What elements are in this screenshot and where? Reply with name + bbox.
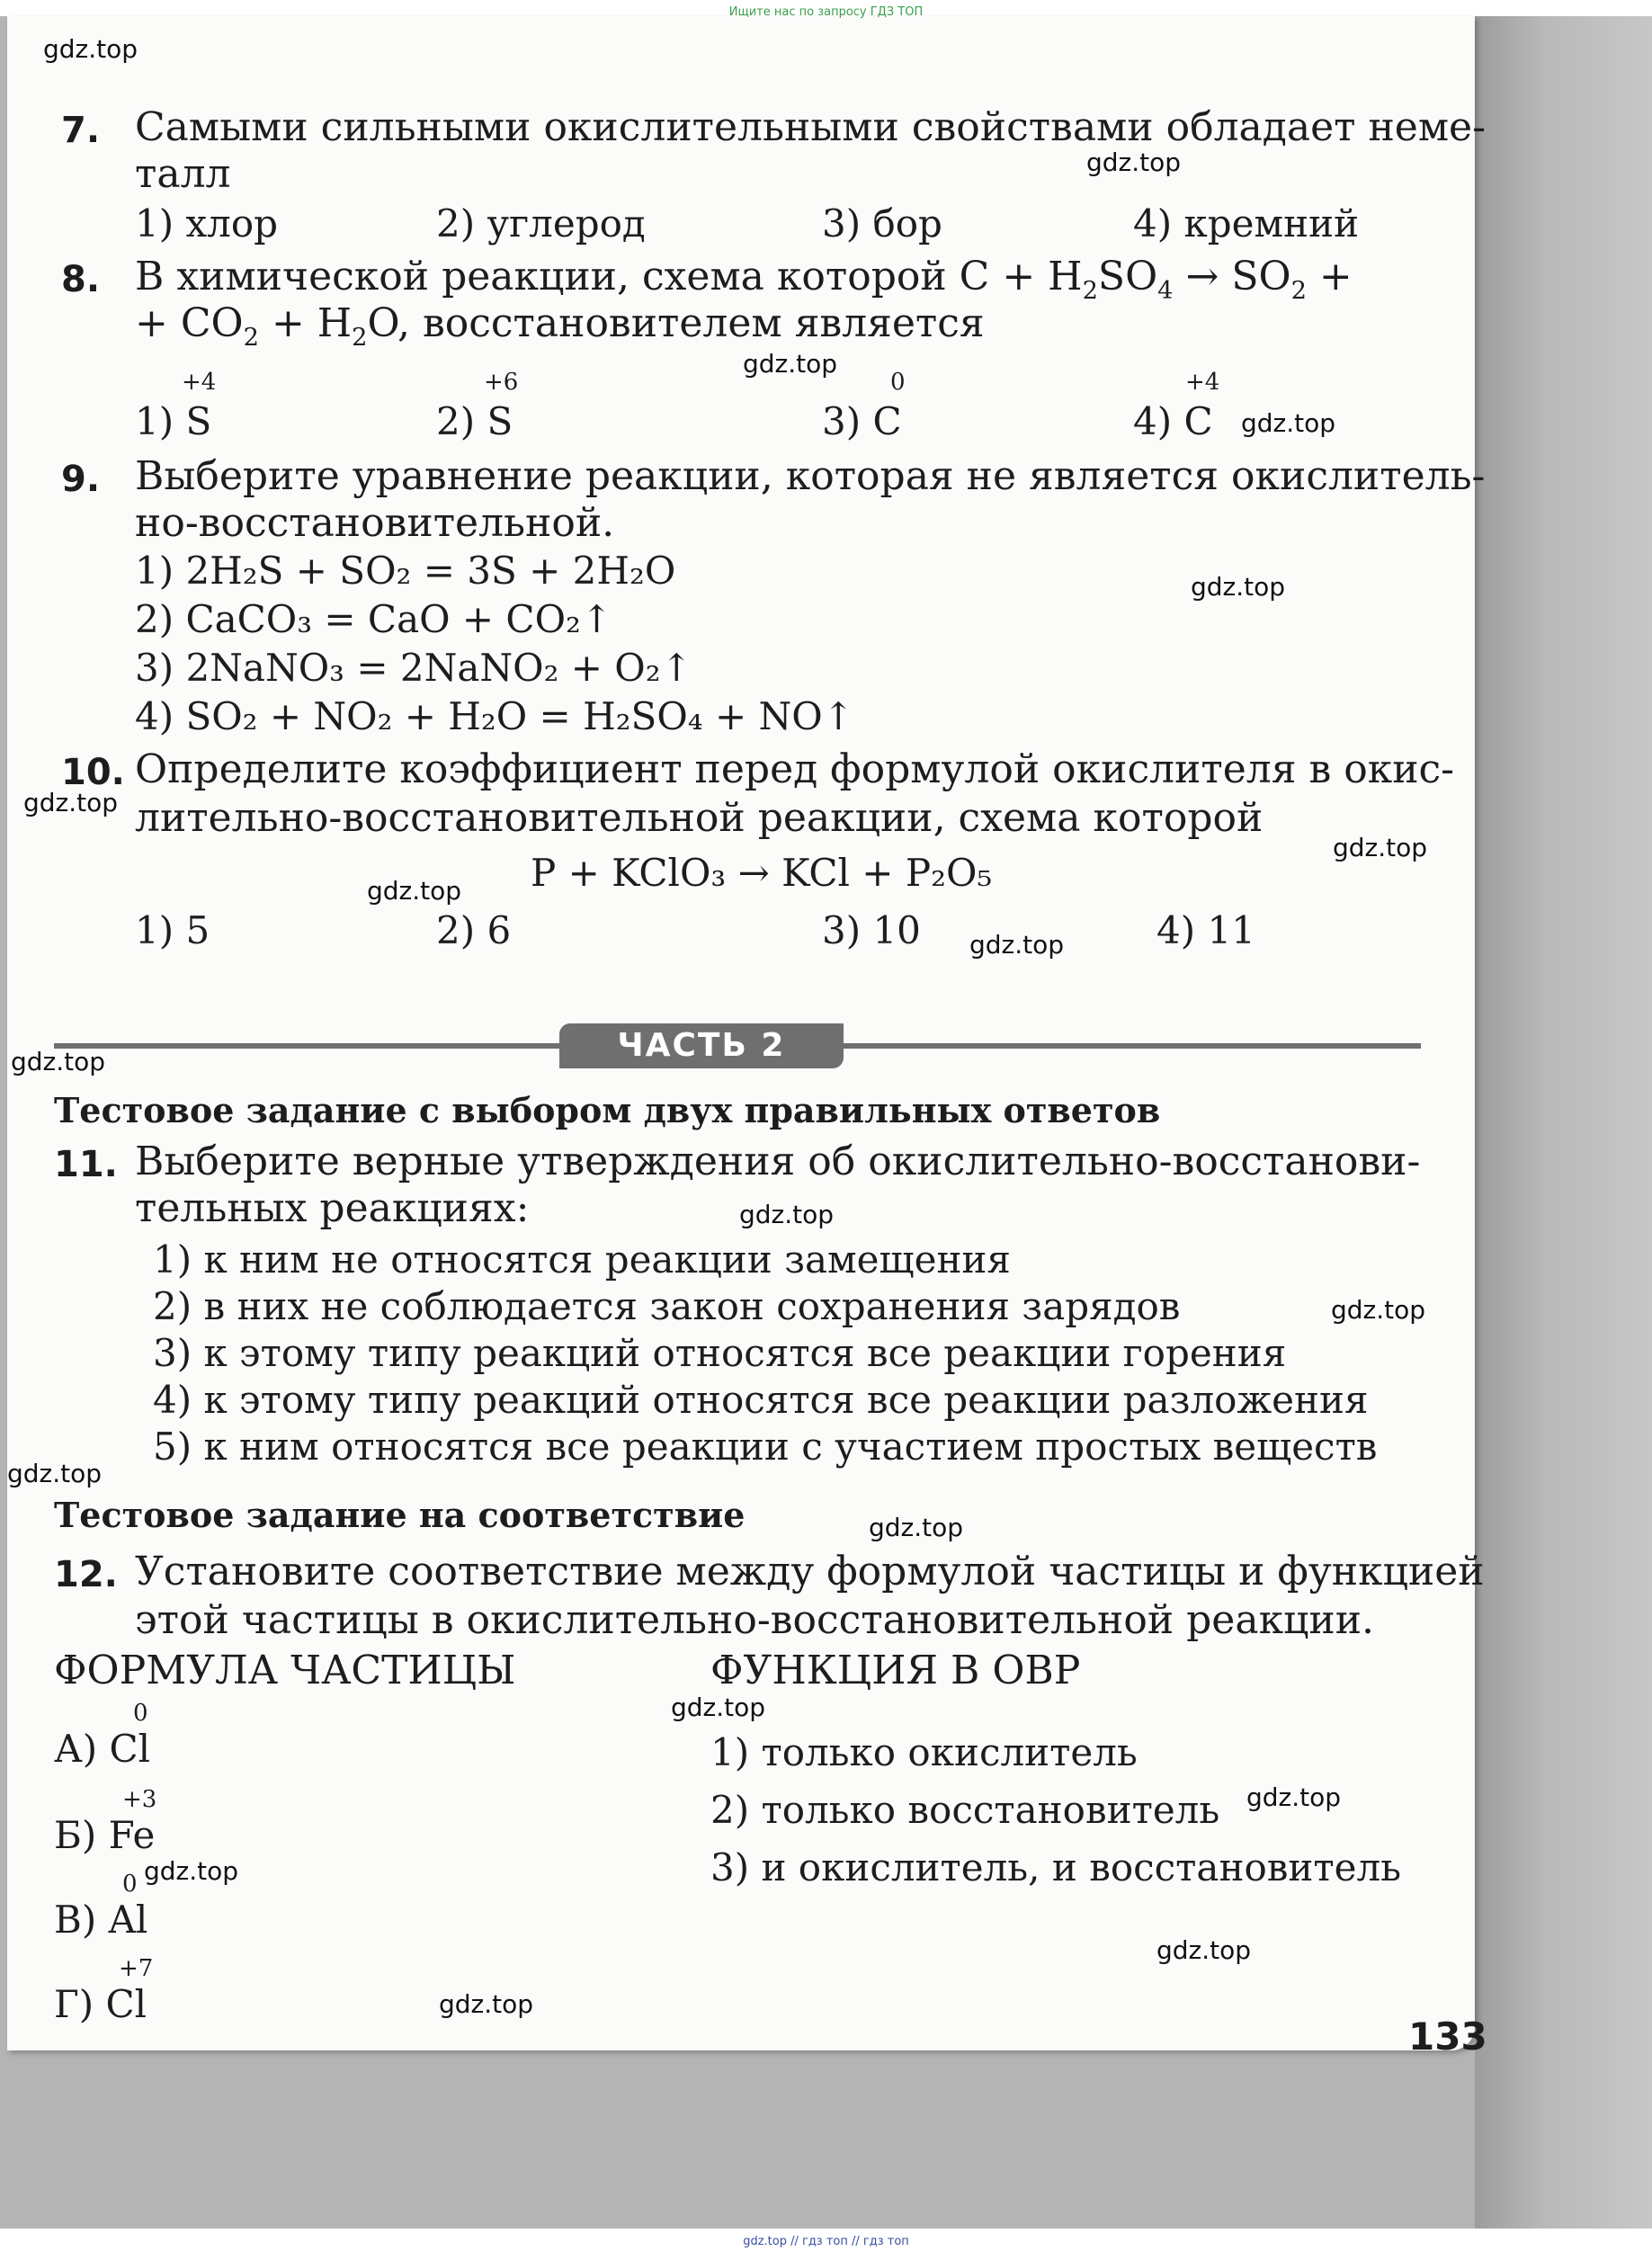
q9-option-2: 2) CaCO₃ = CaO + CO₂↑: [135, 597, 613, 641]
q12-particle-b: Б) Fe: [54, 1813, 156, 1857]
q8-line1-part-a: В химической реакции, схема которой C + H: [135, 254, 1083, 299]
q10-option-2: 2) 6: [436, 908, 512, 952]
q12-charge-b: +3: [122, 1786, 157, 1813]
watermark: gdz.top: [367, 876, 462, 906]
q12-particle-a: А) Cl: [54, 1727, 151, 1771]
q12-charge-c: 0: [122, 1871, 138, 1898]
watermark: gdz.top: [1156, 1935, 1252, 1965]
watermark: gdz.top: [7, 1459, 103, 1488]
q10-text-line1: Определите коэффициент перед формулой окислителя в окис-: [135, 746, 1455, 792]
part2-heading-matching: Тестовое задание на соответствие: [54, 1495, 746, 1535]
q10-text-line2: лительно-восстановительной реакции, схема которой: [135, 795, 1264, 841]
q7-option-2: 2) углерод: [436, 201, 646, 246]
q8-sub-4: 4: [1157, 276, 1174, 305]
q11-option-1: 1) к ним не относятся реакции замещения: [153, 1237, 1011, 1282]
q12-function-1: 1) только окислитель: [710, 1730, 1138, 1774]
q12-charge-d: +7: [119, 1955, 154, 1982]
page-number: 133: [1408, 2014, 1487, 2059]
q8-option-2: 2) S: [436, 399, 513, 443]
q12-text-line1: Установите соответствие между формулой частицы и функцией: [135, 1549, 1485, 1594]
watermark: gdz.top: [439, 1989, 534, 2019]
q8-charge-4: +4: [1185, 369, 1220, 396]
q11-option-3: 3) к этому типу реакций относятся все реакции горения: [153, 1331, 1287, 1375]
q8-charge-2: +6: [484, 369, 519, 396]
q8-sub-2c: 2: [243, 323, 259, 352]
q7-option-3: 3) бор: [822, 201, 942, 246]
q10-number: 10.: [61, 752, 125, 793]
q8-line1-part-d: +: [1306, 254, 1353, 299]
watermark: gdz.top: [869, 1513, 964, 1542]
top-search-note: Ищите нас по запросу ГДЗ ТОП: [728, 5, 924, 19]
q11-option-5: 5) к ним относятся все реакции с участием простых веществ: [153, 1425, 1378, 1469]
q8-option-3: 3) C: [822, 399, 902, 443]
watermark: gdz.top: [144, 1856, 239, 1886]
q12-text-line2: этой частицы в окислительно-восстановительной реакции.: [135, 1597, 1375, 1643]
watermark: gdz.top: [739, 1200, 835, 1229]
watermark: gdz.top: [1241, 408, 1336, 438]
q10-option-4: 4) 11: [1156, 908, 1255, 952]
watermark: gdz.top: [1333, 833, 1428, 862]
q8-line1-part-b: SO: [1097, 254, 1158, 299]
watermark: gdz.top: [671, 1693, 766, 1722]
q7-number: 7.: [61, 110, 101, 151]
watermark: gdz.top: [969, 930, 1065, 960]
q10-option-1: 1) 5: [135, 908, 210, 952]
q8-line2-part-c: O, восстановителем является: [367, 300, 985, 346]
q8-option-4: 4) C: [1133, 399, 1213, 443]
part2-heading-two-answers: Тестовое задание с выбором двух правильных ответов: [54, 1090, 1161, 1130]
q9-number: 9.: [61, 459, 101, 500]
q7-text-line2: талл: [135, 151, 231, 197]
q7-option-4: 4) кремний: [1133, 201, 1360, 246]
q9-text-line1: Выберите уравнение реакции, которая не является окислитель-: [135, 453, 1486, 499]
q12-function-3: 3) и окислитель, и восстановитель: [710, 1845, 1402, 1889]
q12-column-function-header: ФУНКЦИЯ В ОВР: [710, 1648, 1081, 1693]
bottom-site-note: gdz.top // гдз топ // гдз топ: [743, 2235, 909, 2248]
q12-particle-d: Г) Cl: [54, 1982, 147, 2026]
q9-option-3: 3) 2NaNO₃ = 2NaNO₂ + O₂↑: [135, 646, 692, 690]
q12-function-2: 2) только восстановитель: [710, 1788, 1220, 1832]
facing-page-edge: [1475, 16, 1652, 2229]
watermark: gdz.top: [43, 34, 138, 64]
watermark: gdz.top: [1086, 147, 1182, 177]
q11-option-2: 2) в них не соблюдается закон сохранения зарядов: [153, 1284, 1181, 1328]
watermark: gdz.top: [743, 349, 838, 379]
q11-text-line2: тельных реакциях:: [135, 1185, 530, 1231]
q9-option-1: 1) 2H₂S + SO₂ = 3S + 2H₂O: [135, 549, 676, 593]
q8-sub-2a: 2: [1082, 276, 1098, 305]
q9-option-4: 4) SO₂ + NO₂ + H₂O = H₂SO₄ + NO↑: [135, 694, 854, 738]
q8-line2-part-a: + CO: [135, 300, 244, 346]
watermark: gdz.top: [1246, 1782, 1342, 1812]
q8-charge-1: +4: [182, 369, 217, 396]
q8-line1-part-c: → SO: [1173, 254, 1291, 299]
q11-text-line1: Выберите верные утверждения об окислительно-восстанови-: [135, 1139, 1421, 1184]
q8-option-1: 1) S: [135, 399, 212, 443]
q8-sub-2d: 2: [352, 323, 368, 352]
q7-option-1: 1) хлор: [135, 201, 278, 246]
q12-charge-a: 0: [133, 1700, 148, 1727]
q8-number: 8.: [61, 259, 101, 300]
q7-text-line1: Самыми сильными окислительными свойствами обладает неме-: [135, 104, 1486, 150]
q12-number: 12.: [54, 1554, 118, 1595]
q9-text-line2: но-восстановительной.: [135, 500, 615, 546]
q8-charge-3: 0: [890, 369, 906, 396]
watermark: gdz.top: [11, 1047, 106, 1076]
watermark: gdz.top: [1331, 1295, 1426, 1325]
q8-text-line2: [135, 300, 985, 362]
q11-number: 11.: [54, 1144, 118, 1185]
q8-sub-2b: 2: [1290, 276, 1307, 305]
q12-particle-c: В) Al: [54, 1898, 148, 1942]
part2-badge: ЧАСТЬ 2: [559, 1023, 844, 1068]
q10-option-3: 3) 10: [822, 908, 921, 952]
q10-reaction-scheme: P + KClO₃ → KCl + P₂O₅: [531, 851, 993, 895]
q8-line2-part-b: + H: [258, 300, 353, 346]
watermark: gdz.top: [23, 788, 119, 817]
watermark: gdz.top: [1191, 572, 1286, 602]
q12-column-formula-header: ФОРМУЛА ЧАСТИЦЫ: [54, 1648, 516, 1693]
q11-option-4: 4) к этому типу реакций относятся все реакции разложения: [153, 1378, 1369, 1422]
